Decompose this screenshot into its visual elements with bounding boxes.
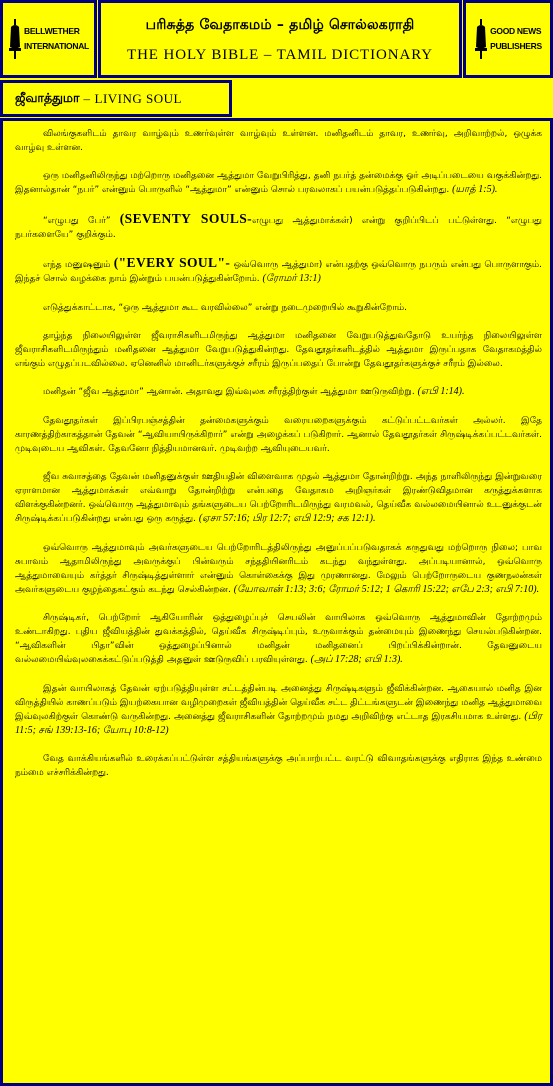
paragraph-text: விலங்குகளிடம் தாவர வாழ்வும் உணர்வுள்ள வாழ்வும் உள்ளன. மனிதனிடம் தாவர, உணர்வு, அறிவாற்றல், ஒழுக்க வாழ்வு உள்ளன. (15, 129, 542, 154)
paragraph-text: இதன் வாயிலாகத் தேவன் ஏற்படுத்தியுள்ள சட்டத்தின்படி அனைத்து சிருஷ்டிகளும் ஜீவிக்கின்றன. ஆகையால் மனித இன விருத்தியில் காணப்படும் இயற்கையான வழிமுறைகள் ஜீவியத்தின் தெய்வீக சட்ட திட்டங்களுடன் இணைந்து மனித ஆத்துமாவை இவ்வுலகிற்குள் கொண்டு வருகின்றது. அனைத்து ஜீவராசிகளின் தோற்றமும் நமது அறிவிற்கு எட்டாத இரகசியமாக உள்ளது. (15, 683, 542, 722)
dictionary-title-box (98, 0, 462, 78)
paragraph (15, 301, 542, 315)
bellwether-logo-box (0, 0, 97, 78)
paragraph-text: மனிதன் “ஜீவ ஆத்துமா” ஆனான். அதாவது இவ்வுலக சரீரத்திற்குள் ஆத்துமா ஊடுருவிற்று. (43, 387, 415, 398)
entry-body (0, 118, 553, 1086)
paragraph-text: எடுத்துக்காட்டாக, “ஒரு ஆத்துமா கூட வரவில்லை” என்று நடைமுறையில் கூறுகின்றோம். (43, 302, 408, 313)
paragraph (15, 470, 542, 526)
scripture-reference: (யோவான் 1:13; 3:6; ரோமர் 5:12; 1 கொரி 15:22; எபே 2:3; எபி 7:10). (233, 583, 540, 595)
paragraph-text: தேவதூதர்கள் இப்பிரபஞ்சத்தின் தன்மைகளுக்கும் வரையறைகளுக்கும் கட்டுப்பட்டவர்கள் அல்லர். இதே காரணத்திற்காகத்தான் தேவன் “ஆவியாயிருக்கிறார்” என்று அழைக்கப் படுகிறார். ஆனால் தேவதூதர்கள் சிருஷ்டிக்கப்பட்டவர்கள். முடிவுடைய ஆவிகள். தேவனோ நித்தியமானவர். முடிவற்ற ஆவியுடையவர். (15, 415, 542, 454)
logo-left-line1: BELLWETHER (24, 26, 80, 36)
paragraph-text: சிருஷ்டிகர், பெற்றோர் ஆகியோரின் ஒத்துழைப்புச் செயலின் வாயிலாக ஒவ்வொரு ஆத்துமாவின் தோற்றமும் உண்டாகிறது. புதிய ஜீவியத்தின் துவக்கத்தில், தெய்வீக சிருஷ்டிப்பும், உருவாக்கும் தன்மையும் இணைந்து செயல்படுகின்றன. “ஆவிகளின் பிதா”வின் ஒத்துழைப்பினால் மனிதன் மனிதனைப் பிறப்பிக்கின்றான். தேவனுடைய வல்லமையிவ்வுலகைக்கட்டுப்படுத்தி அதனுள் ஊடுருவிப் பரவியுள்ளது. (15, 613, 542, 666)
scripture-reference: (ரோமர் 13:1) (262, 273, 321, 285)
title-tamil: பரிசுத்த வேதாகமம் – தமிழ் சொல்லகராதி (145, 17, 415, 33)
logo-right-line2: PUBLISHERS (490, 41, 542, 51)
entry-separator: – (83, 90, 91, 106)
entry-term-english: LIVING SOUL (94, 90, 182, 106)
good-news-logo-box (463, 0, 553, 78)
scripture-reference: (யாத் 1:5). (452, 184, 498, 196)
paragraph-text: ஜீவ சுவாசத்தை தேவன் மனிதனுக்குள் ஊதியதின் விளைவாக முதல் ஆத்துமா தோன்றிற்று. அந்த நாளிலிருந்து இன்றுவரை ஏராளமான ஆத்துமாக்கள் எவ்வாறு தோன்றிற்று என்பதை வேதாகம அறிஞர்கள் இரண்டுவிதமான கருத்துக்களாக விளக்குகின்றனர். ஒவ்வொரு ஆத்துமாவும் தங்களுடைய பெற்றோரிடமிருந்து வரமவல், தெய்வீக வல்லமையினால் உடனுக்குடன் சிருஷ்டிக்கப்படுகின்றது என்பது ஒரு கருத்து. (15, 472, 542, 525)
paragraph (15, 127, 542, 155)
scripture-reference: (பிர 11:5; சங் 139:13-16; யோபு 10:8-12) (15, 710, 542, 736)
logo-left-line2: INTERNATIONAL (24, 41, 89, 51)
entry-term-tamil: ஜீவாத்துமா (15, 90, 80, 105)
paragraph-text: எந்த மனுஷனும் (43, 260, 111, 271)
scripture-reference: (அப் 17:28; எபி 1:3). (310, 654, 403, 666)
paragraph-text: “எழுபது பேர்” (43, 215, 111, 226)
paragraph (15, 611, 542, 667)
bell-icon (474, 17, 488, 61)
paragraph (15, 329, 542, 371)
paragraph (15, 256, 542, 286)
english-term: (SEVENTY SOULS- (119, 210, 253, 226)
paragraph (15, 385, 542, 399)
paragraph-text: தாழ்ந்த நிலையிலுள்ள ஜீவராசிகளிடமிருந்து ஆத்துமா மனிதனை வேறுபடுத்துவதோடு உயர்ந்த நிலையிலுள்ள ஜீவராசிகளிடமிருந்தும் மனிதனை ஆத்துமா வேறுபடுத்துகின்றது. தேவதூதர்களிடத்தில் ஆத்துமா இருப்பதாக வேதாகமத்தில் எங்கும் எழுதப்படவில்லை. ஏனெனில் மானிடர்களுக்குச் சரீரம் இருப்பதைப் போன்று தேவதூதர்களுக்குச் சரீரம் இல்லை. (15, 330, 542, 369)
scripture-reference: (எபி 1:14). (417, 386, 465, 398)
bell-icon (8, 17, 22, 61)
scripture-reference: (ஏசா 57:16; பிர 12:7; எபி 12:9; சக 12:1). (198, 513, 376, 525)
paragraph (15, 752, 542, 780)
paragraph (15, 414, 542, 456)
paragraph-text: ஒவ்வொரு ஆத்துமாவும் அவர்களுடைய பெற்றோரிடத்திலிருந்து அனுப்பப்படுவதாகக் கருதுவது மற்றொரு நிலை; பாவ சுபாவம் ஆதாமிலிருந்து அவருக்குப் பின்வரும் சந்ததியினரிடம் கடந்து வந்துள்ளது. அப்படியானால், ஒவ்வொரு ஆத்துமாவையும் கர்த்தர் சிருஷ்டித்துள்ளார் என்னும் கொள்கைக்கு இது முரணானது. மேலும் பெற்றோருடைய குணநலன்கள் அவர்களுடைய குழந்தைகட்கும் கடந்து செல்கின்றன. (15, 542, 542, 595)
paragraph (15, 541, 542, 597)
paragraph (15, 682, 542, 738)
title-english: THE HOLY BIBLE – TAMIL DICTIONARY (127, 47, 433, 63)
paragraph-text: வேத வாக்கியங்களில் உரைக்கப்பட்டுள்ள சத்தியங்களுக்கு அப்பாற்பட்ட வரட்டு விவாதங்களுக்கு எதிராக இந்த உண்மை நம்மை எச்சரிக்கின்றது. (15, 754, 542, 779)
paragraph-text: ஒரு மனிதனிலிருந்து மற்றொரு மனிதனை ஆத்துமா வேறுபிரித்து, தனி நபர்த் தன்மைக்கு ஓர் அடிப்படையை வகுக்கின்றது. இதனால்தான் “நபர்” என்னும் பொருளில் “ஆத்துமா” என்னும் சொல் பரவலாகப் பயன்படுத்தப்படுகின்றது. (15, 171, 542, 196)
logo-right-line1: GOOD NEWS (490, 26, 542, 36)
english-term: ("EVERY SOUL"- (113, 255, 231, 271)
paragraph (15, 169, 542, 197)
paragraph-text: எழுபது ஆத்துமாக்கள்) என்று குறிப்பிடப் பட்டுள்ளது. “எழுபது நபர்களையே” குறிக்கும். (15, 215, 542, 240)
paragraph-text: ஒவ்வொரு ஆத்துமா) என்பதற்கு ஒவ்வொரு நபரும் என்பது பொருளாகும். இந்தச் சொல் வழக்கை நாம் இன்றும் பயன்படுத்துகின்றோம். (15, 260, 542, 285)
entry-heading (0, 80, 232, 117)
paragraph (15, 212, 542, 242)
